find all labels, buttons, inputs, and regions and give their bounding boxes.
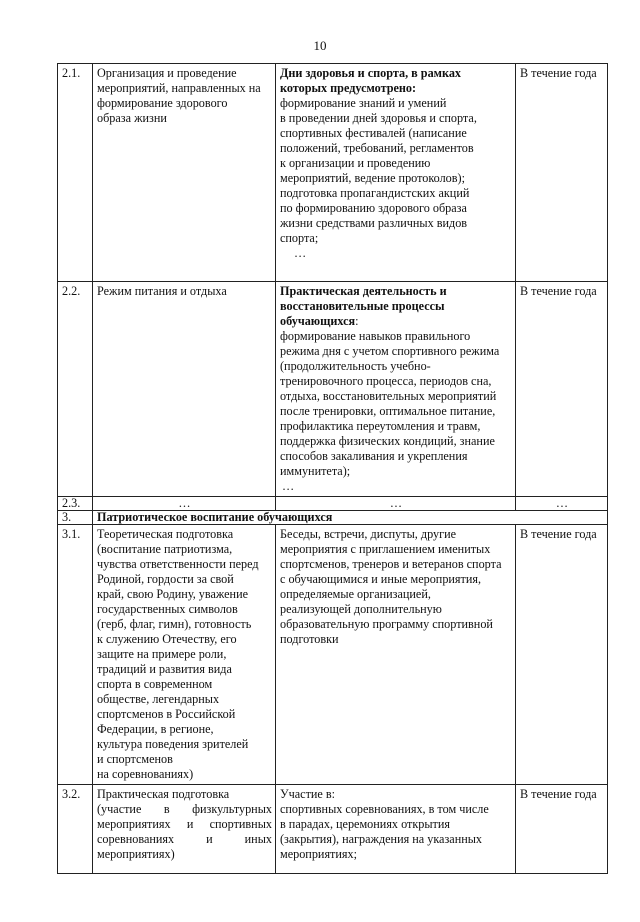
- activity-content: Практическая деятельность и восстановительные процессы обучающихся: формирование навыков правильного режима дня с учетом спортивного режима (продолжительность учебно- тренировочного процесса, периодов сна, отдыха, восстановительных мероприятий после тренировки, оптимальное питание, профилактика переутомления и травм, поддержка физических кондиций, знание способов закаливания и укрепления иммунитета); …: [276, 282, 516, 497]
- activity-title: …: [93, 497, 276, 511]
- table-row: [58, 525, 608, 785]
- row-number: 2.2.: [58, 282, 93, 497]
- row-number: 3.2.: [58, 785, 93, 874]
- page-number: 10: [313, 38, 327, 53]
- activity-period: В течение года: [516, 785, 608, 874]
- row-number: 3.1.: [58, 525, 93, 785]
- activity-content: Беседы, встречи, диспуты, другие мероприятия с приглашением именитых спортсменов, тренеров и ветеранов спорта с обучающимися и иные мероприятия, определяемые организацией, реализующей дополнительную образовательную программу спортивной подготовки: [276, 525, 516, 785]
- row-number: 2.1.: [58, 64, 93, 282]
- section-title: Патриотическое воспитание обучающихся: [93, 511, 608, 525]
- section-row: [58, 511, 608, 525]
- activity-period: В течение года: [516, 282, 608, 497]
- activity-title: Организация и проведение мероприятий, направленных на формирование здорового образа жизни: [93, 64, 276, 282]
- activity-period: В течение года: [516, 64, 608, 282]
- row-number: 2.3.: [58, 497, 93, 511]
- activity-title: Режим питания и отдыха: [93, 282, 276, 497]
- activity-content: Участие в: спортивных соревнованиях, в том числе в парадах, церемониях открытия (закрытия), награждения на указанных мероприятиях;: [276, 785, 516, 874]
- table-row: [58, 785, 608, 874]
- activity-plan-table: [57, 63, 608, 874]
- table-row: [58, 497, 608, 511]
- section-number: 3.: [58, 511, 93, 525]
- activity-content: Дни здоровья и спорта, в рамках которых предусмотрено: формирование знаний и умений в проведении дней здоровья и спорта, спортивных фестивалей (написание положений, требований, регламентов к организации и проведению мероприятий, ведение протоколов); подготовка пропагандистских акций по формированию здорового образа жизни средствами различных видов спорта; …: [276, 64, 516, 282]
- activity-period: В течение года: [516, 525, 608, 785]
- table-row: [58, 64, 608, 282]
- activity-title: Теоретическая подготовка (воспитание патриотизма, чувства ответственности перед Родиной, гордости за свой край, свою Родину, уважение государственных символов (герб, флаг, гимн), готовность к служению Отечеству, его защите на примере роли, традиций и развития вида спорта в современном обществе, легендарных спортсменов в Российской Федерации, в регионе, культура поведения зрителей и спортсменов на соревнованиях): [93, 525, 276, 785]
- activity-period: …: [516, 497, 608, 511]
- activity-title: Практическая подготовка (участие в физкультурных мероприятиях и спортивных соревнованиях и иных мероприятиях): [93, 785, 276, 874]
- activity-content: …: [276, 497, 516, 511]
- table-row: [58, 282, 608, 497]
